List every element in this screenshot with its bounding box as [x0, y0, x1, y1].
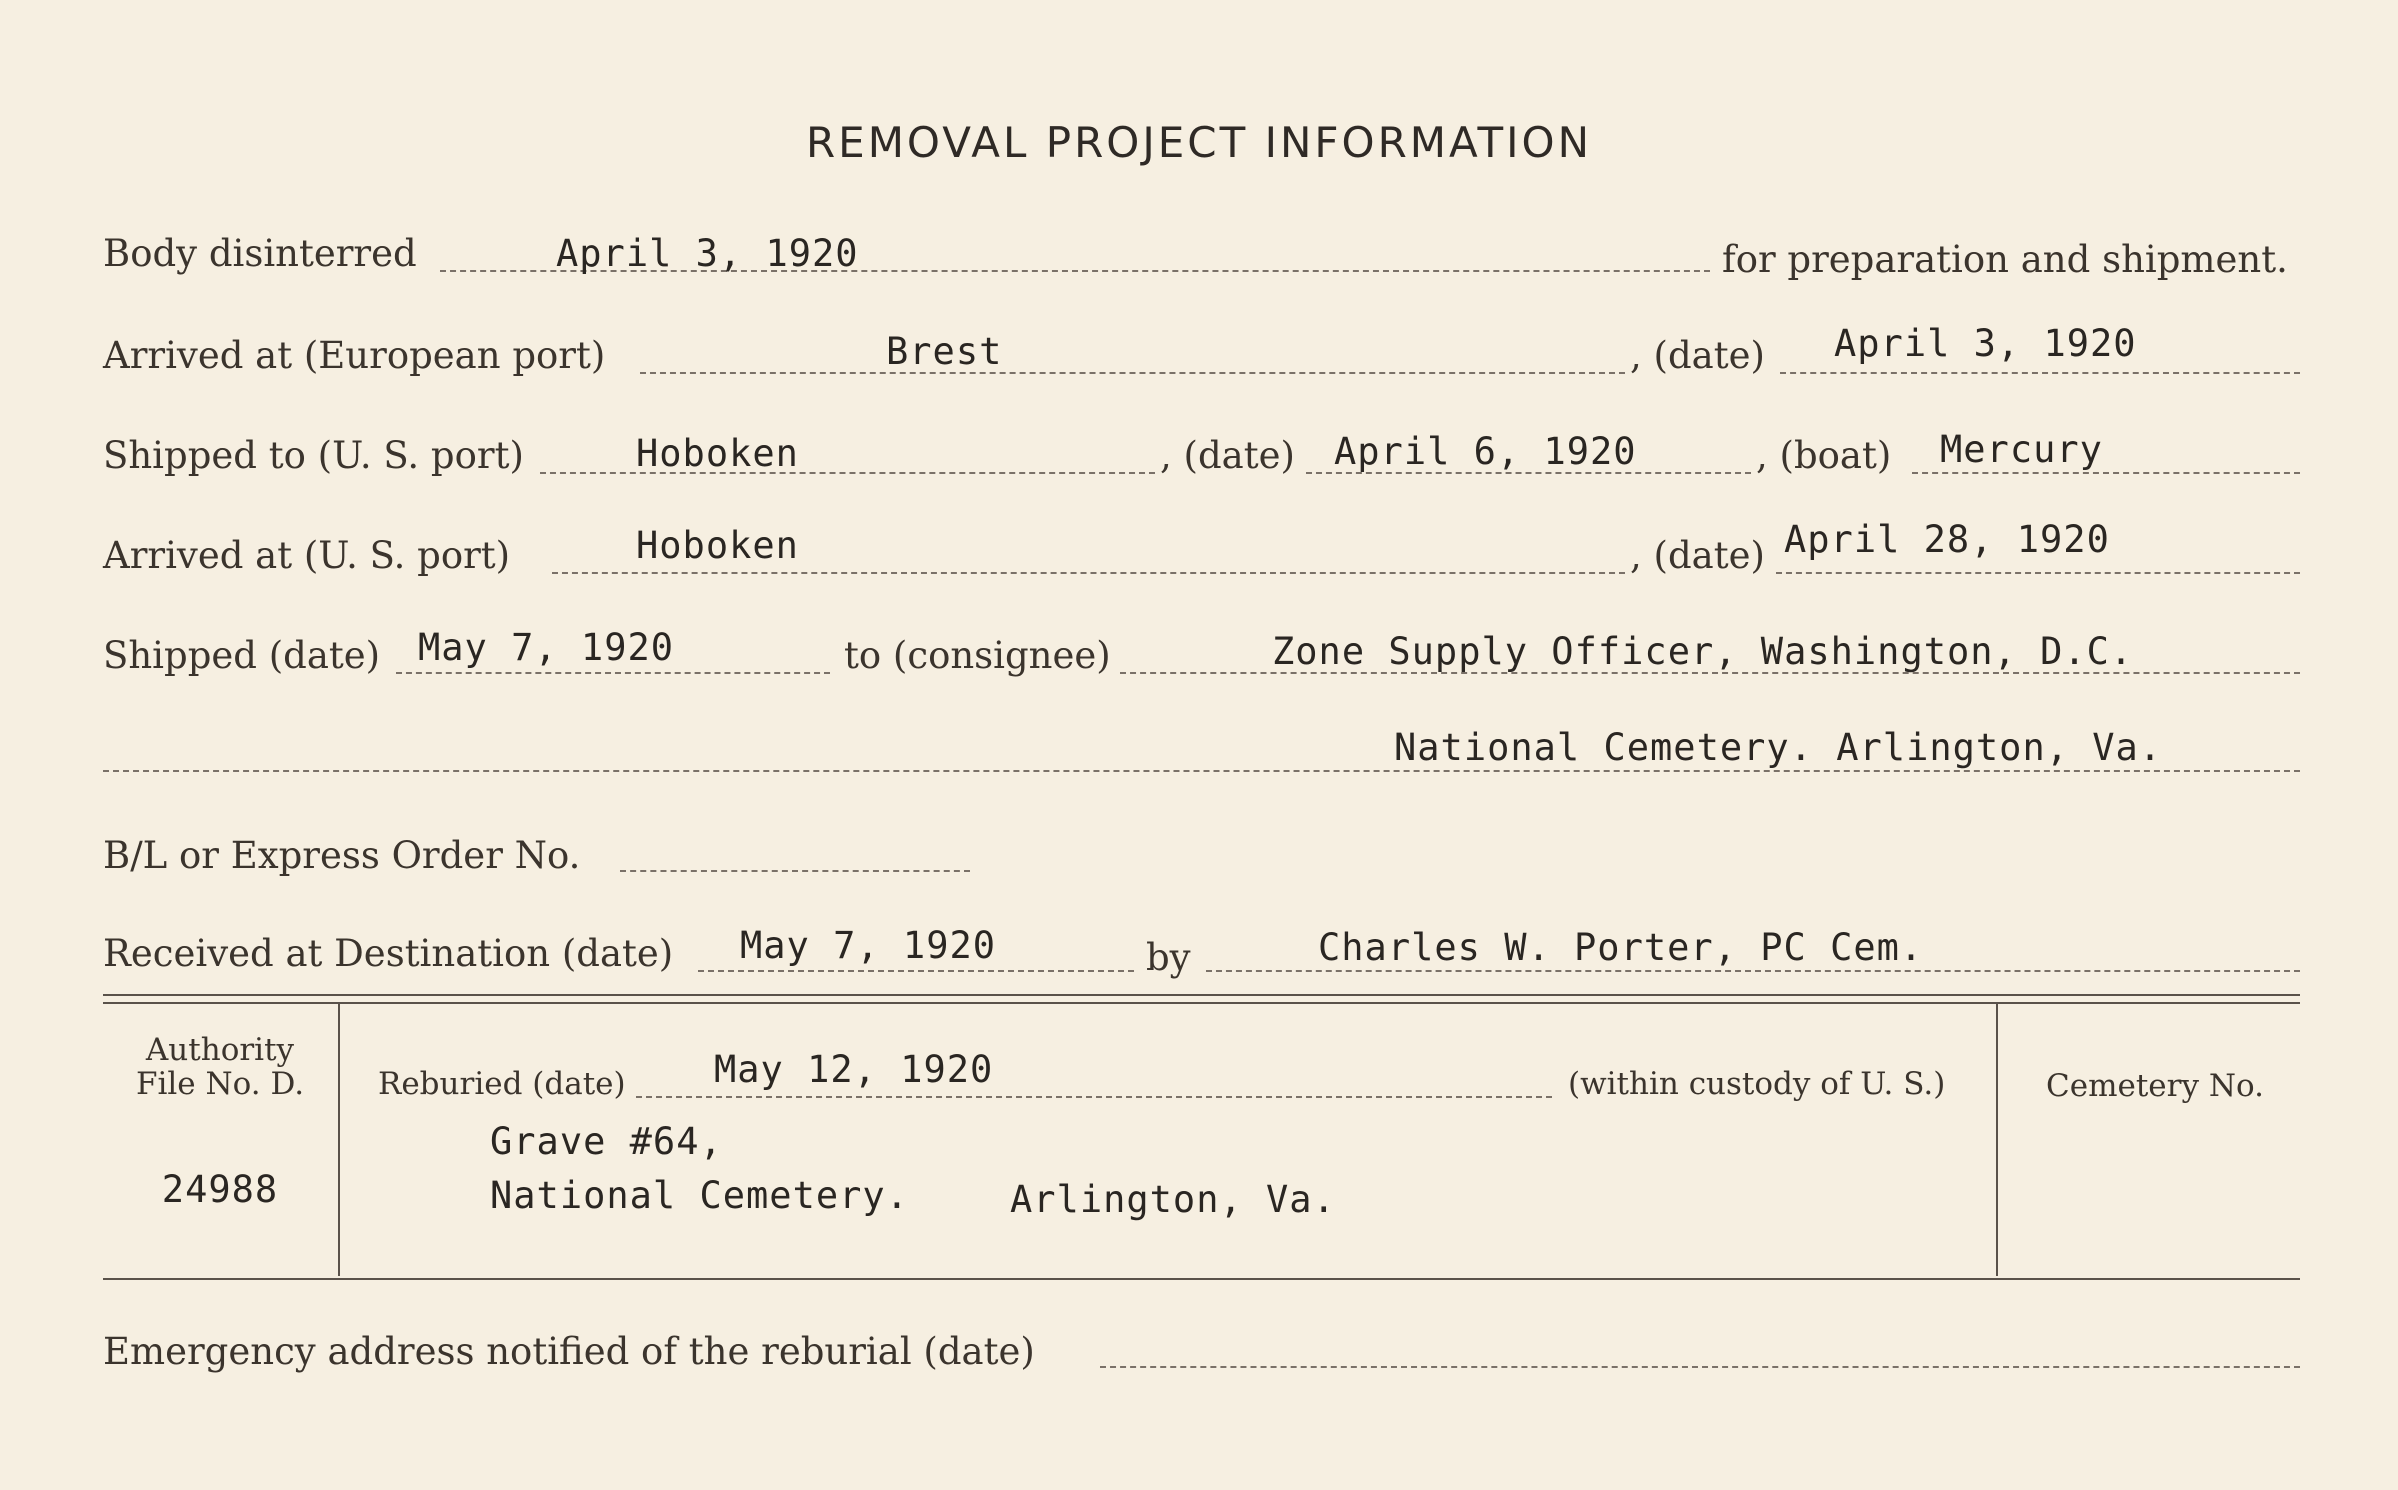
preparation-shipment-text: for preparation and shipment. — [1722, 238, 2288, 281]
card-title: REMOVAL PROJECT INFORMATION — [805, 118, 1593, 167]
shipped-date-row-line — [396, 672, 830, 674]
consignee-continuation-line — [103, 770, 2300, 772]
arrived-us-date-line — [1776, 572, 2300, 574]
shipped-to-port-value: Hoboken — [636, 432, 799, 475]
bl-express-order-label: B/L or Express Order No. — [103, 834, 581, 877]
received-by-line — [1206, 970, 2300, 972]
received-date-value: May 7, 1920 — [740, 924, 997, 967]
received-destination-label: Received at Destination (date) — [103, 932, 674, 975]
shipped-date-row-label: Shipped (date) — [103, 634, 381, 677]
box-bottom-rule — [103, 1278, 2300, 1280]
arrived-us-date-value: April 28, 1920 — [1784, 518, 2110, 561]
european-port-value: Brest — [886, 330, 1003, 373]
consignee-value: Zone Supply Officer, Washington, D.C. — [1272, 630, 2134, 673]
box-top-rule-2 — [103, 1002, 2300, 1004]
bl-express-order-line — [620, 870, 970, 872]
european-date-label: , (date) — [1630, 334, 1765, 377]
authority-file-value: 24988 — [161, 1168, 279, 1211]
grave-line-2: National Cemetery. — [490, 1174, 909, 1217]
european-date-value: April 3, 1920 — [1834, 322, 2137, 365]
emergency-address-line — [1100, 1366, 2300, 1368]
arrived-us-port-label: Arrived at (U. S. port) — [103, 534, 511, 577]
arrived-us-port-value: Hoboken — [636, 524, 799, 567]
reburied-label: Reburied (date) — [378, 1066, 626, 1102]
reburied-date-value: May 12, 1920 — [714, 1048, 994, 1091]
shipped-date-label: , (date) — [1160, 434, 1295, 477]
received-date-line — [698, 970, 1134, 972]
received-by-label: by — [1146, 936, 1191, 979]
emergency-address-label: Emergency address notified of the reburial (date) — [103, 1330, 1035, 1373]
european-port-label: Arrived at (European port) — [103, 334, 606, 377]
body-disinterred-value: April 3, 1920 — [556, 232, 859, 275]
shipped-date-row-value: May 7, 1920 — [418, 626, 675, 669]
reburied-date-line — [636, 1096, 1552, 1098]
cemetery-no-label: Cemetery No. — [2046, 1068, 2264, 1104]
box-top-rule-1 — [103, 994, 2300, 996]
shipped-date-value: April 6, 1920 — [1334, 430, 1637, 473]
shipped-to-port-line — [540, 472, 1155, 474]
arrived-us-date-label: , (date) — [1630, 534, 1765, 577]
box-divider-left — [338, 1004, 340, 1276]
box-divider-right — [1996, 1004, 1998, 1276]
authority-label-2: File No. D. — [135, 1066, 305, 1102]
boat-label: , (boat) — [1756, 434, 1892, 477]
consignee-continuation-value: National Cemetery. Arlington, Va. — [1394, 726, 2163, 769]
shipped-to-us-port-label: Shipped to (U. S. port) — [103, 434, 524, 477]
boat-line — [1912, 472, 2300, 474]
custody-label: (within custody of U. S.) — [1568, 1066, 1946, 1102]
arrived-us-port-line — [552, 572, 1625, 574]
grave-line-3: Arlington, Va. — [1010, 1178, 1336, 1221]
consignee-label: to (consignee) — [844, 634, 1111, 677]
european-port-line — [640, 372, 1625, 374]
european-date-line — [1780, 372, 2300, 374]
grave-line-1: Grave #64, — [490, 1120, 723, 1163]
received-by-value: Charles W. Porter, PC Cem. — [1318, 926, 1924, 969]
boat-value: Mercury — [1940, 428, 2103, 471]
authority-label-1: Authority — [145, 1032, 295, 1068]
body-disinterred-label: Body disinterred — [103, 232, 417, 275]
